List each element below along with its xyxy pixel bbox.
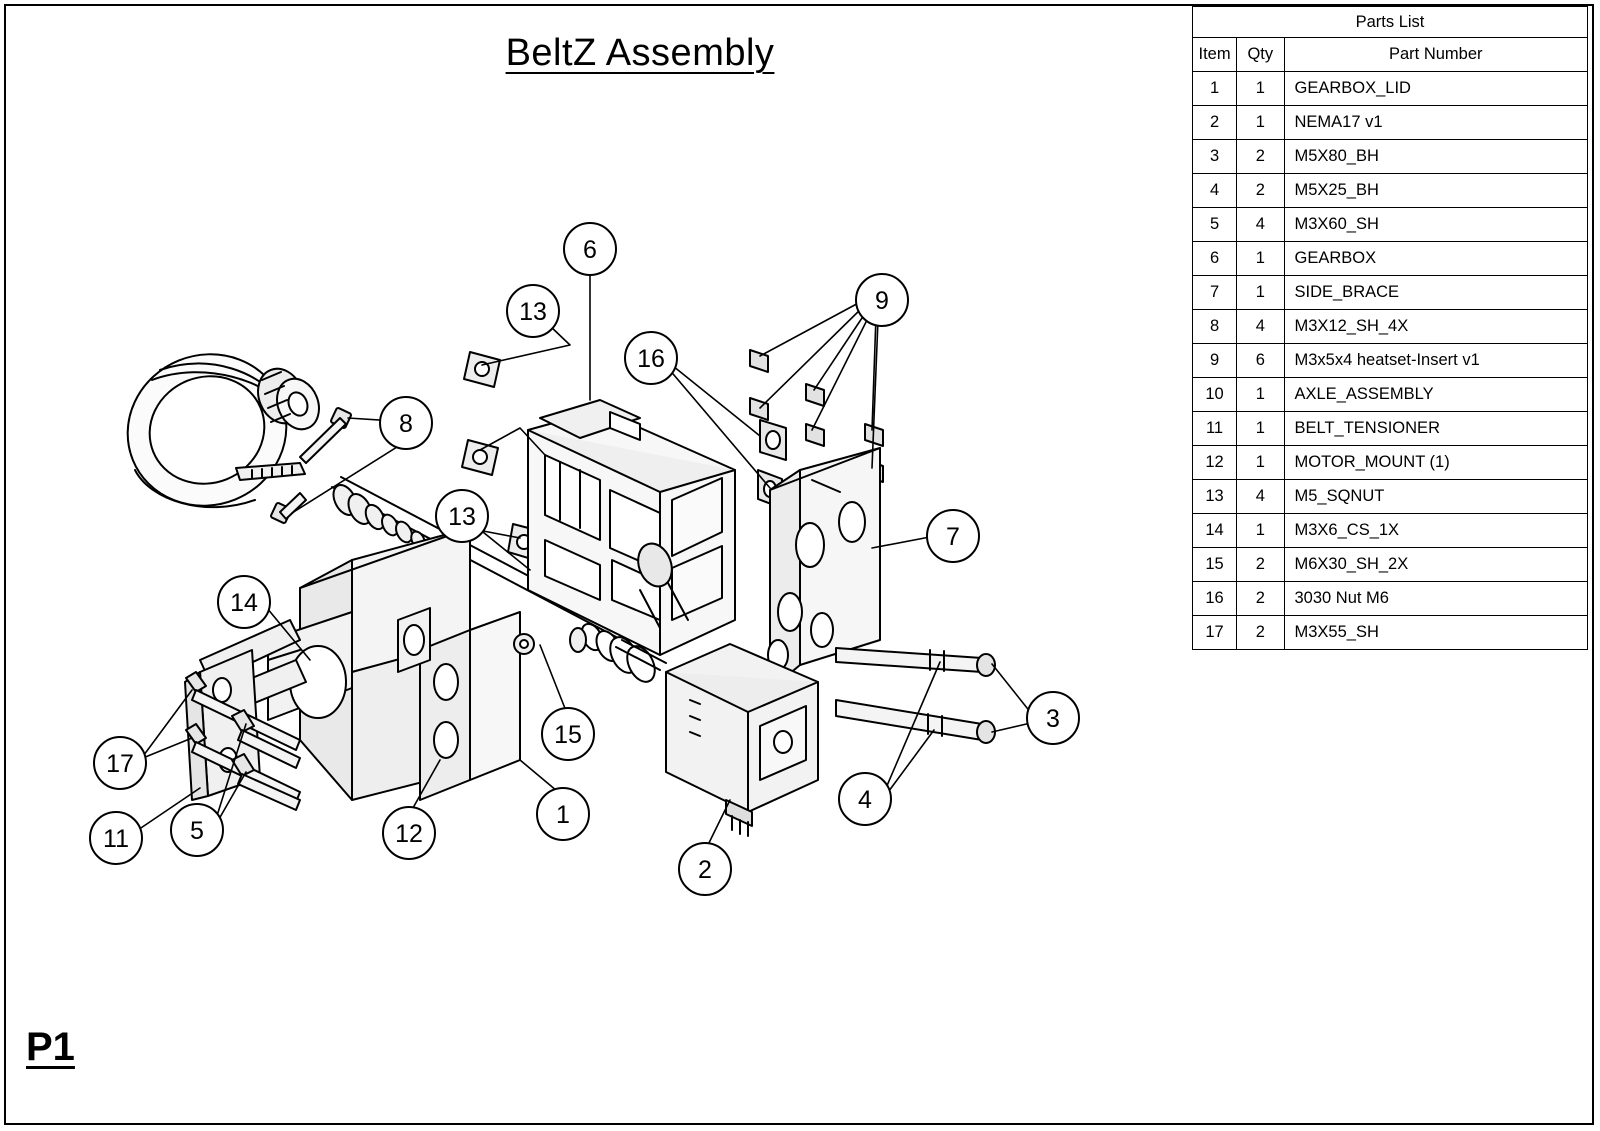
cell-part-number: M3X6_CS_1X (1284, 514, 1588, 548)
square-nut-a (464, 352, 500, 387)
cell-item: 11 (1193, 412, 1237, 446)
cell-item: 1 (1193, 72, 1237, 106)
table-row (1193, 72, 1588, 106)
balloon-label: 6 (583, 236, 597, 264)
balloon-label: 13 (448, 503, 476, 531)
balloon-13[interactable] (507, 285, 559, 337)
idler-pulley-stack (514, 628, 586, 654)
balloon-label: 1 (556, 801, 570, 829)
cell-qty: 1 (1237, 412, 1284, 446)
cell-item: 16 (1193, 582, 1237, 616)
balloon-label: 12 (395, 820, 423, 848)
cell-part-number: M5_SQNUT (1284, 480, 1588, 514)
cell-item: 7 (1193, 276, 1237, 310)
parts-list-header-row (1193, 38, 1588, 72)
table-row (1193, 276, 1588, 310)
table-row (1193, 174, 1588, 208)
cell-qty: 2 (1237, 140, 1284, 174)
balloon-15[interactable] (542, 708, 594, 760)
table-row (1193, 548, 1588, 582)
table-row (1193, 480, 1588, 514)
table-row (1193, 310, 1588, 344)
cell-qty: 1 (1237, 446, 1284, 480)
cell-qty: 6 (1237, 344, 1284, 378)
cell-part-number: GEARBOX (1284, 242, 1588, 276)
cell-part-number: M3x5x4 heatset-Insert v1 (1284, 344, 1588, 378)
table-row (1193, 140, 1588, 174)
belt-loop (105, 330, 310, 529)
cell-part-number: GEARBOX_LID (1284, 72, 1588, 106)
cell-item: 2 (1193, 106, 1237, 140)
balloon-label: 7 (946, 523, 960, 551)
cell-qty: 1 (1237, 378, 1284, 412)
balloon-label: 3 (1046, 705, 1060, 733)
table-row (1193, 514, 1588, 548)
cell-qty: 2 (1237, 582, 1284, 616)
table-row (1193, 616, 1588, 650)
table-row (1193, 242, 1588, 276)
cell-qty: 1 (1237, 106, 1284, 140)
cell-item: 6 (1193, 242, 1237, 276)
cell-part-number: AXLE_ASSEMBLY (1284, 378, 1588, 412)
cell-item: 13 (1193, 480, 1237, 514)
gearbox-body (528, 410, 735, 655)
cell-part-number: M6X30_SH_2X (1284, 548, 1588, 582)
table-row (1193, 378, 1588, 412)
parts-list-caption-row (1193, 7, 1588, 38)
balloon-17[interactable] (94, 737, 146, 789)
cell-item: 9 (1193, 344, 1237, 378)
cell-part-number: M5X25_BH (1284, 174, 1588, 208)
column-header-item: Item (1193, 38, 1237, 72)
balloon-14[interactable] (218, 576, 270, 628)
cell-qty: 1 (1237, 276, 1284, 310)
balloon-label: 13 (519, 298, 547, 326)
balloon-label: 8 (399, 410, 413, 438)
table-row (1193, 582, 1588, 616)
table-row (1193, 208, 1588, 242)
cell-qty: 1 (1237, 72, 1284, 106)
cell-part-number: MOTOR_MOUNT (1) (1284, 446, 1588, 480)
cell-qty: 4 (1237, 208, 1284, 242)
balloon-label: 11 (103, 825, 129, 853)
balloon-12[interactable] (383, 807, 435, 859)
screw-m5x80-b (836, 700, 995, 743)
balloon-5[interactable] (171, 804, 223, 856)
balloon-7[interactable] (927, 510, 979, 562)
cell-qty: 1 (1237, 514, 1284, 548)
cell-qty: 4 (1237, 480, 1284, 514)
balloon-13[interactable] (436, 490, 488, 542)
cell-qty: 2 (1237, 548, 1284, 582)
cell-part-number: NEMA17 v1 (1284, 106, 1588, 140)
balloon-6[interactable] (564, 223, 616, 275)
balloon-1[interactable] (537, 788, 589, 840)
cell-item: 15 (1193, 548, 1237, 582)
balloon-9[interactable] (856, 274, 908, 326)
table-row (1193, 446, 1588, 480)
column-header-qty: Qty (1237, 38, 1284, 72)
balloon-label: 17 (106, 750, 134, 778)
cell-part-number: M3X55_SH (1284, 616, 1588, 650)
cell-item: 5 (1193, 208, 1237, 242)
page-title: BeltZ Assembly (505, 32, 775, 74)
balloon-label: 16 (637, 345, 665, 373)
balloon-label: 2 (698, 856, 712, 884)
parts-list-caption: Parts List (1193, 7, 1588, 38)
balloon-label: 5 (190, 817, 204, 845)
balloon-8[interactable] (380, 397, 432, 449)
cell-part-number: BELT_TENSIONER (1284, 412, 1588, 446)
balloon-label: 14 (230, 589, 258, 617)
table-row (1193, 412, 1588, 446)
cell-item: 17 (1193, 616, 1237, 650)
cell-part-number: M5X80_BH (1284, 140, 1588, 174)
screw-m5x80-a (836, 648, 995, 676)
cell-part-number: 3030 Nut M6 (1284, 582, 1588, 616)
cell-item: 12 (1193, 446, 1237, 480)
balloon-11[interactable] (90, 812, 142, 864)
column-header-part-number: Part Number (1284, 38, 1588, 72)
page-number-label: P1 (26, 1025, 75, 1069)
cell-item: 4 (1193, 174, 1237, 208)
cell-item: 10 (1193, 378, 1237, 412)
nema17-motor (666, 644, 818, 836)
balloon-16[interactable] (625, 332, 677, 384)
parts-list-table (1192, 6, 1588, 650)
balloon-label: 9 (875, 287, 889, 315)
balloon-3[interactable] (1027, 692, 1079, 744)
table-row (1193, 106, 1588, 140)
balloon-2[interactable] (679, 843, 731, 895)
balloon-4[interactable] (839, 773, 891, 825)
cell-qty: 4 (1237, 310, 1284, 344)
cell-qty: 2 (1237, 616, 1284, 650)
table-row (1193, 344, 1588, 378)
cell-item: 14 (1193, 514, 1237, 548)
cell-item: 3 (1193, 140, 1237, 174)
cell-part-number: M3X12_SH_4X (1284, 310, 1588, 344)
balloon-label: 4 (858, 786, 872, 814)
square-nut-b (462, 440, 498, 475)
cell-item: 8 (1193, 310, 1237, 344)
cell-qty: 2 (1237, 174, 1284, 208)
cell-part-number: SIDE_BRACE (1284, 276, 1588, 310)
nut-3030-a (760, 420, 786, 460)
cell-qty: 1 (1237, 242, 1284, 276)
balloon-label: 15 (554, 721, 582, 749)
cell-part-number: M3X60_SH (1284, 208, 1588, 242)
